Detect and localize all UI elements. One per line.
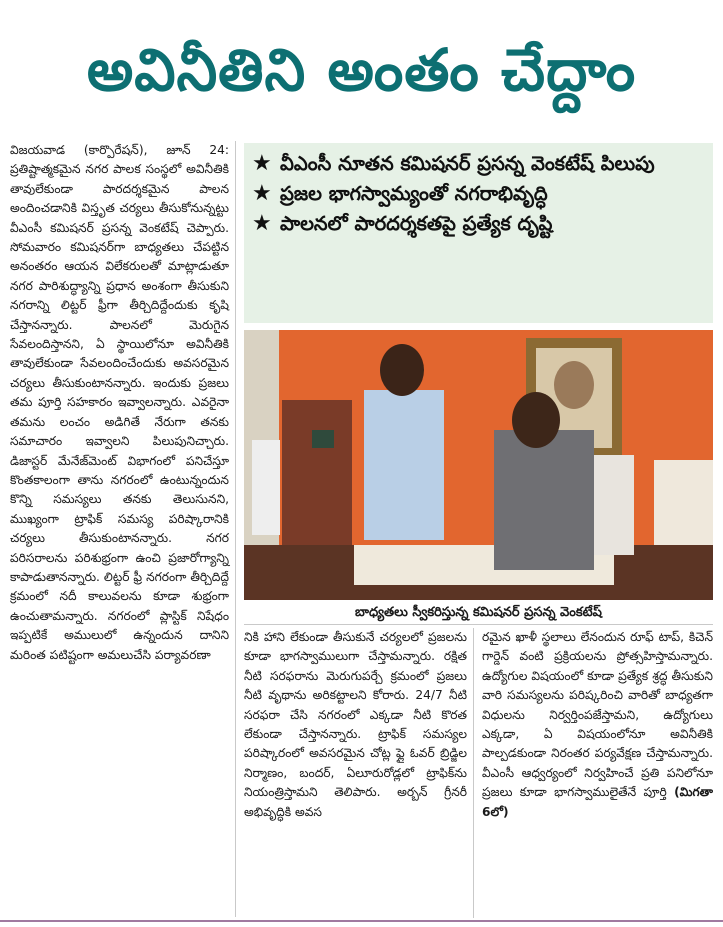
photo-person-left [252, 440, 280, 535]
bottom-rule [0, 920, 723, 922]
highlight-item [252, 209, 705, 239]
star-icon: ★ [252, 151, 272, 176]
photo-portrait-face [554, 361, 594, 409]
photo-person-seated-head [512, 392, 560, 448]
news-photo-illustration [244, 330, 713, 600]
photo-person-standing [364, 390, 444, 540]
article-column-right [482, 628, 713, 918]
continued-note: (మిగతా 6లో) [482, 785, 713, 819]
photo-person-standing-head [380, 344, 424, 396]
news-photo [244, 330, 713, 600]
photo-caption: బాధ్యతలు స్వీకరిస్తున్న కమిషనర్ ప్రసన్న వెంకటేష్ [244, 602, 713, 625]
highlight-item [252, 179, 705, 209]
star-icon: ★ [252, 181, 272, 206]
highlight-text: ప్రజల భాగస్వామ్యంతో నగరాభివృద్ధి [280, 182, 548, 205]
photo-person-seated [494, 430, 594, 570]
photo-door-window [312, 430, 334, 448]
article-column-middle: నికి హాని లేకుండా తీసుకునే చర్యలలో ప్రజలను కూడా భాగస్వాములుగా చేస్తామన్నారు. రక్షిత నీటి సరఫరాను మెరుగుపర్చే క్రమంలో ప్రజలు నీటి వృథాను అరికట్టాలని కోరారు. 24/7 నీటి సరఫరా చేసి నగరంలో ఎక్కడా నీటి కొరత లేకుండా చేస్తానన్నారు. ట్రాఫిక్ సమస్యల పరిష్కారంలో అవసరమైన చోట్ల ఫ్లై ఓవర్ బ్రిడ్జిల నిర్మాణం, బందర్, ఏలూరురోడ్లలో ట్రాఫిక్‌ను నియంత్రిస్తామని తెలిపారు. అర్బన్ గ్రీనరీ అభివృద్ధికి అవస [244, 628, 474, 918]
star-icon: ★ [252, 211, 272, 236]
page-headline: అవినీతిని అంతం చేద్దాం [86, 36, 637, 104]
highlight-item [252, 149, 705, 179]
highlight-text: పాలనలో పారదర్శకతపై ప్రత్యేక దృష్టి [280, 212, 553, 235]
article-column-right-text: రమైన ఖాళీ స్థలాలు లేనందున రూఫ్ టాప్, కిచెన్ గార్డెన్ వంటి ప్రక్రియలను ప్రోత్సహిస్తామన్నారు. ఉద్యోగుల విషయంలో కూడా ప్రత్యేక శ్రద్ధ తీసుకుని వారి సమస్యలను పరిష్కరించి వారితో బాధ్యతగా విధులను నిర్వర్తింపజేస్తామని, ఉద్యోగులు ఎక్కడా, ఏ విషయంలోనూ అవినీతికి పాల్పడకుండా నిరంతర పర్యవేక్షణ చేస్తామన్నారు. వీఎంసీ ఆధ్వర్యంలో నిర్వహించే ప్రతి పనిలోనూ ప్రజలు కూడా భాగస్వాములైతేనే పూర్తి [482, 630, 713, 800]
highlights-box [244, 143, 713, 323]
article-column-left: విజయవాడ (కార్పొరేషన్), జూన్ 24: ప్రతిష్టాత్మకమైన నగర పాలక సంస్థలో అవినీతికి తావులేకుండా పారదర్శకమైన పాలన అందించడానికి విస్తృత చర్యలు తీసుకోనున్నట్టు వీఎంసీ కమిషనర్ ప్రసన్న వెంకటేష్ చెప్పారు. సోమవారం కమిషనర్‌గా బాధ్యతలు చేపట్టిన అనంతరం ఆయన విలేకరులతో మాట్లాడుతూ నగర పారిశుద్ధ్యాన్ని ప్రధాన అంశంగా తీసుకుని నగరాన్ని లిట్టర్ ఫ్రీగా తీర్చిదిద్దేందుకు కృషి చేస్తానన్నారు. పాలనలో మెరుగైన సేవలందిస్తానని, ఏ స్థాయిలోనూ అవినీతికి తావులేకుండా సేవలందించేందుకు అవసరమైన చర్యలు తీసుకుంటానన్నారు. ఇందుకు ప్రజలు తమ పూర్తి సహకారం ఇవ్వాలన్నారు. ఎవరైనా తమను లంచం అడిగితే నేరుగా తనకు సమాచారం ఇవ్వాలని పిలుపునిచ్చారు. డిజాస్టర్ మేనేజ్‌మెంట్ విభాగంలో పనిచేస్తూ కొంతకాలంగా తాను నగరంలో ఉంటున్నందున కొన్ని సమస్యలు తనకు తెలుసునని, ముఖ్యంగా ట్రాఫిక్ సమస్య పరిష్కారానికి చర్యలు తీసుకుంటానన్నారు. నగర పరిసరాలను పరిశుభ్రంగా ఉంచి ప్రజారోగ్యాన్ని కాపాడుతానన్నారు. లిట్టర్ ఫ్రీ నగరంగా తీర్చిదిద్దే క్రమంలో నదీ కాలువలను కూడా శుభ్రంగా ఉంచుతామన్నారు. నగరంలో ప్లాస్టిక్ నిషేధం ఇప్పటికే అములులో ఉన్నందున దానిని మరింత పటిష్టంగా అమలుచేసి పర్యావరణా [10, 141, 236, 917]
highlight-text: వీఎంసీ నూతన కమిషనర్ ప్రసన్న వెంకటేష్ పిలుపు [280, 152, 655, 175]
